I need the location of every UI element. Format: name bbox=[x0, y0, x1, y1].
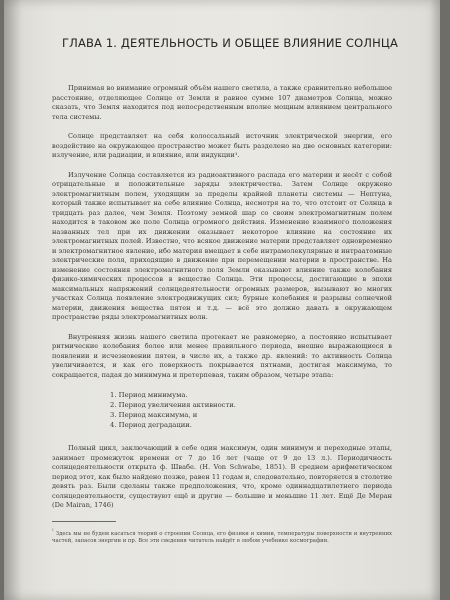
paragraph-4: Внутренняя жизнь нашего светила протекает не равномерно, а постоянно испытывает ритмические колебания более или менее правильного периода, внешне выражающиеся в появлении и исчезновении пятен, в числе их, а также др. явлений: то активность Солнца увеличивается, и как его поверхность покрывается пятнами, достигая максимума, то сокращается, падая до минимума и претерпевая, таким образом, четыре этапа: bbox=[52, 332, 392, 379]
stage-item: 3. Период максимума, и bbox=[110, 411, 198, 419]
stages-list bbox=[110, 390, 392, 430]
book-page bbox=[4, 0, 440, 600]
chapter-title: ГЛАВА 1. ДЕЯТЕЛЬНОСТЬ И ОБЩЕЕ ВЛИЯНИЕ СОЛНЦА bbox=[62, 36, 398, 50]
page-content bbox=[52, 36, 398, 546]
page-gutter-shadow bbox=[4, 0, 22, 600]
stage-item: 2. Период увеличения активности. bbox=[110, 401, 236, 409]
stage-item: 1. Период минимума. bbox=[110, 391, 188, 399]
paragraph-5: Полный цикл, заключающий в себе один максимум, один минимум и переходные этапы, занимает промежуток времени от 7 до 16 лет (чаще от 9 до 13 л.). Периодичность солнцедеятельности открыта ф. Швабе. (H. Von Schwabe, 1851). В среднем арифметическом период этот, как было найдено позже, равен 11 годам и, следовательно, повторяется в столетие девять раз. Были сделаны также предположения, что, кроме одиннадцатилетнего периода солнцедеятельности, существуют ещё и другие — большие и меньшие 11 лет. Ещё Де Меран (De Mairan, 1746) bbox=[52, 444, 392, 509]
stage-item: 4. Период деградации. bbox=[110, 421, 192, 429]
paragraph-3: Излучение Солнца составляется из радиоактивного распада его материи и несёт с собой отрицательные и положительные заряды электричества. Затем Солнце окружено электромагнитным полем, уходящим за пределы крайней планеты системы — Нептуна, который также испытывает на себе влияние Солнца, несмотря на то, что отстоит от Солнца в тридцать раз далее, чем Земля. Поэтому земной шар со своим электромагнитным полем находится в таковом же поле Солнца огромного действия. Изменение взаимного положения названных тел при их движении оказывает некоторое влияние на состояние их электромагнитных полей. Известно, что всякое движение материи представляет одновременно и электромагнитное явление, ибо материя вмещает в себе интрамолекулярные и интраатомные электрические поля, приходящие в движение при перемещении материи в пространстве. На изменение состояния электромагнитного поля Земли оказывают влияние также колебания физико-химических процессов в веществе Солнца. Эти процессы, достигающие в эпохи максимальных напряжений солнцедеятельности огромных размеров, вызывают во многих участках Солнца появление электродвижущих сил; бурные колебания и разрывы солнечной материи, движения вещества пятен и т.д. — всё это должно давать в окружающем пространстве ряды электромагнитных волн. bbox=[52, 170, 392, 321]
page-edge-shadow bbox=[430, 0, 440, 600]
footnote-rule bbox=[52, 521, 116, 522]
paragraph-2: Солнце представляет на себя колоссальный источник электрической энергии, его воздействие на окружающее пространство может быть разделено на две основных категории: излучение, или радиации, и влияние, или индукции¹. bbox=[52, 132, 392, 159]
footnote-text: Здесь мы не будем касаться теорий о строении Солнца, его физики и химии, температуры поверхности и внутренних частей, запасов энергии и пр. Все эти сведения читатель найдёт в любом учебнике космографии. bbox=[52, 530, 393, 545]
paragraph-1: Принимая во внимание огромный объём нашего светила, а также сравнительно небольшое расстояние, отделяющее Солнце от Земли и равное сумме 107 диаметров Солнца, можно сказать, что Земля находится под непосредственным вполне мощным влиянием центрального тела системы. bbox=[52, 84, 392, 121]
footnote-mark: ¹ bbox=[52, 528, 54, 534]
footnote bbox=[52, 528, 392, 546]
